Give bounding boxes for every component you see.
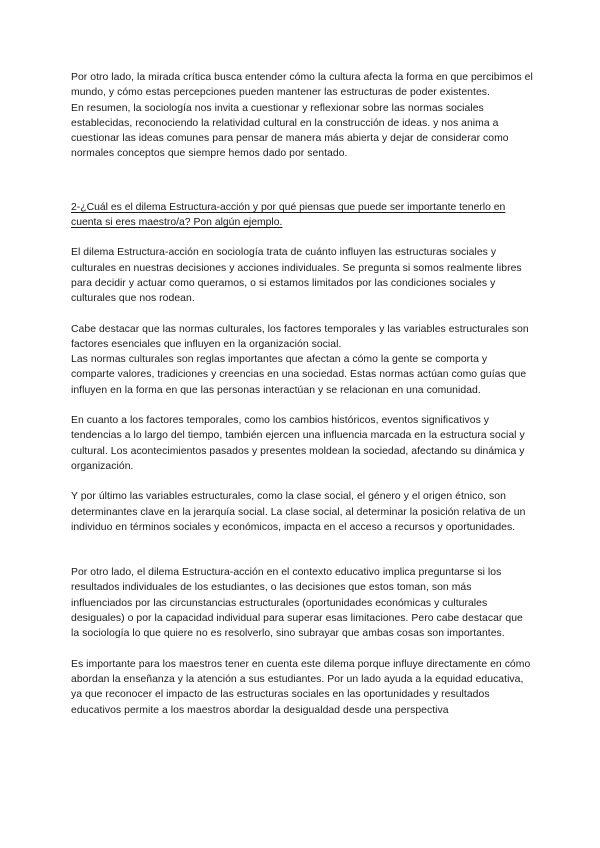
- paragraph-critical-view: Por otro lado, la mirada crítica busca entender cómo la cultura afecta la forma en que percibimos el mundo, y cómo estas percepciones pueden mantener las estructuras de poder existentes.: [71, 72, 533, 99]
- paragraph-teacher-importance: Es importante para los maestros tener en cuenta este dilema porque influye directamente en cómo abordan la enseñanza y la atención a sus estudiantes. Por un lado ayuda a la equidad educativa, ya que reconocer el impacto de las estructuras sociales en las oportunidades y resultados educativos permite a los maestros abordar la desigualdad desde una perspectiva: [71, 658, 531, 716]
- paragraph-structural-variables: Y por último las variables estructurales, como la clase social, el género y el origen étnico, son determinantes clave en la jerarquía social. La clase social, al determinar la posición relativa de un individuo en términos sociales y económicos, impacta en el acceso a recursos y oportunidades.: [71, 491, 526, 533]
- paragraph-dilemma-definition: El dilema Estructura-acción en sociología trata de cuánto influyen las estructuras sociales y culturales en nuestras decisiones y acciones individuales. Se pregunta si somos realmente libres para decidir y actuar como queramos, o si estamos limitados por las condiciones sociales y culturales que nos rodean.: [71, 247, 522, 305]
- document-page: [71, 70, 533, 718]
- paragraph-temporal-factors: En cuanto a los factores temporales, como los cambios históricos, eventos significativos y tendencias a lo largo del tiempo, también ejercen una influencia marcada en la estructura social y cultural. Los acontecimientos pasados y presentes moldean la sociedad, afectando su dinámica y organización.: [71, 415, 525, 472]
- paragraph-cultural-norms: Las normas culturales son reglas importantes que afectan a cómo la gente se comporta y comparte valores, tradiciones y creencias en una sociedad. Estas normas actúan como guías que influyen en la forma en que las personas interactúan y se relacionan en una comunidad.: [71, 354, 527, 396]
- question-heading: 2-¿Cuál es el dilema Estructura-acción y por qué piensas que puede ser importante tenerlo en cuenta si eres maestro/a? Pon algún ejemplo.: [71, 201, 506, 229]
- paragraph-factors-intro: Cabe destacar que las normas culturales, los factores temporales y las variables estructurales son factores esenciales que influyen en la organización social.: [71, 323, 529, 350]
- paragraph-summary: En resumen, la sociología nos invita a cuestionar y reflexionar sobre las normas sociales establecidas, reconociendo la relatividad cultural en la construcción de ideas. y nos anima a cuestionar las ideas comunes para pensar de manera más abierta y dejar de considerar como normales conceptos que siempre hemos dado por sentado.: [71, 102, 509, 160]
- paragraph-educational-context: Por otro lado, el dilema Estructura-acción en el contexto educativo implica preguntarse si los resultados individuales de los estudiantes, o las decisiones que estos toman, son más influenciados por las circunstancias estructurales (oportunidades económicas y culturales desiguales) o por la capacidad individual para superar esas limitaciones. Pero cabe destacar que la sociología lo que quiere no es resolverlo, sino subrayar que ambas cosas son importantes.: [71, 567, 523, 640]
